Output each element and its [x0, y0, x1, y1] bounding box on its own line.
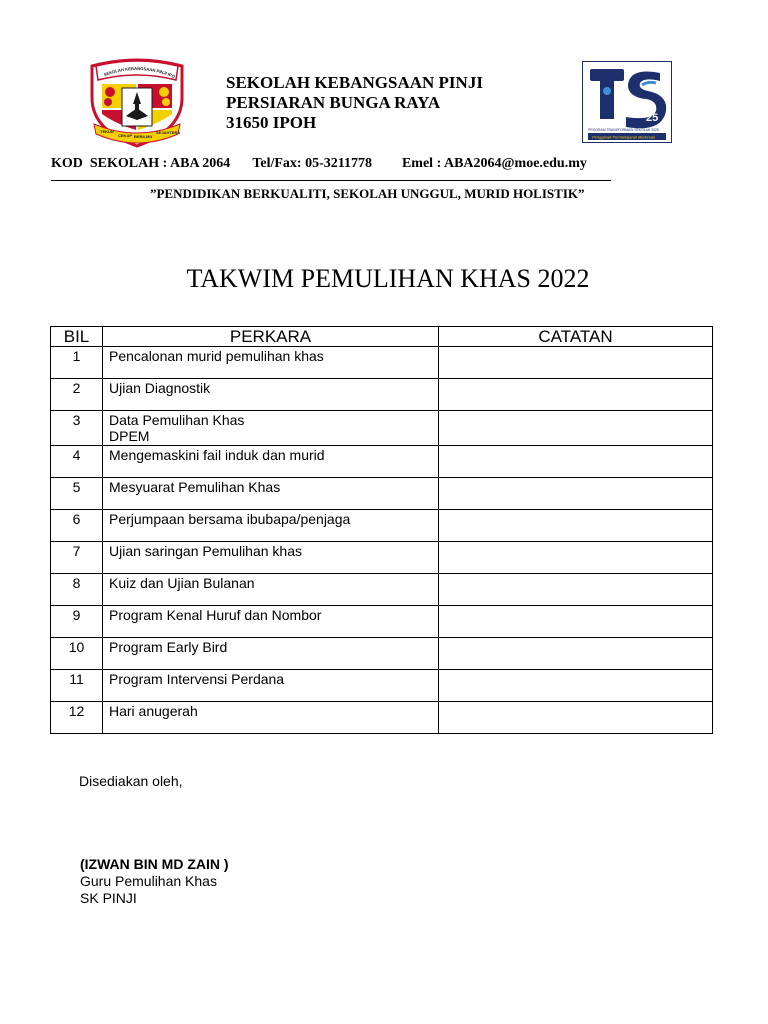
cell-catatan	[439, 478, 713, 510]
header-catatan: CATATAN	[439, 327, 713, 347]
cell-perkara: Mengemaskini fail induk dan murid	[103, 446, 439, 478]
cell-bil: 3	[51, 411, 103, 446]
cell-bil: 10	[51, 638, 103, 670]
email: Emel : ABA2064@moe.edu.my	[401, 156, 587, 171]
ts25-logo-icon	[582, 61, 672, 143]
cell-perkara: Data Pemulihan Khas DPEM	[103, 411, 439, 446]
signatory-school: SK PINJI	[80, 890, 137, 906]
cell-perkara: Ujian saringan Pemulihan khas	[103, 542, 439, 574]
table-row	[51, 347, 713, 379]
cell-perkara: Perjumpaan bersama ibubapa/penjaga	[103, 510, 439, 542]
table-header-row	[51, 327, 713, 347]
crest-motto-1: TEKUN	[100, 129, 114, 134]
cell-catatan	[439, 638, 713, 670]
ts25-logo	[582, 61, 672, 143]
cell-bil: 12	[51, 702, 103, 734]
signatory-position: Guru Pemulihan Khas	[80, 873, 217, 889]
header-bil: BIL	[51, 327, 103, 347]
table-row	[51, 478, 713, 510]
ts25-tagline: Penggerak Pembelajaran Berkesan	[592, 134, 656, 140]
cell-catatan	[439, 670, 713, 702]
cell-perkara: Hari anugerah	[103, 702, 439, 734]
table-row	[51, 446, 713, 478]
header-divider	[51, 180, 611, 181]
document-title: TAKWIM PEMULIHAN KHAS 2022	[186, 264, 590, 293]
cell-perkara: Kuiz dan Ujian Bulanan	[103, 574, 439, 606]
cell-perkara: Program Kenal Huruf dan Nombor	[103, 606, 439, 638]
school-code: KOD SEKOLAH : ABA 2064	[51, 156, 231, 171]
cell-catatan	[439, 574, 713, 606]
school-crest-logo	[86, 58, 188, 148]
cell-bil: 5	[51, 478, 103, 510]
cell-catatan	[439, 446, 713, 478]
crest-motto-4: SEJAHTERA	[156, 130, 181, 135]
crest-banner-text: SEKOLAH KEBANGSAAN PINJI IPO	[102, 65, 176, 80]
school-motto: ”PENDIDIKAN BERKUALITI, SEKOLAH UNGGUL, MURID HOLISTIK”	[150, 186, 585, 201]
table-row	[51, 702, 713, 734]
ts25-number: 25	[646, 112, 659, 124]
school-postcode-city: 31650 IPOH	[226, 113, 317, 132]
signatory-name: (IZWAN BIN MD ZAIN )	[80, 856, 229, 872]
cell-perkara: Program Early Bird	[103, 638, 439, 670]
cell-bil: 9	[51, 606, 103, 638]
crest-motto-2: CEKAP	[118, 133, 133, 138]
table-row	[51, 379, 713, 411]
contact-line	[51, 156, 587, 172]
cell-bil: 2	[51, 379, 103, 411]
cell-bil: 1	[51, 347, 103, 379]
table-row	[51, 411, 713, 446]
school-address-block	[226, 73, 483, 133]
table-row	[51, 510, 713, 542]
cell-catatan	[439, 606, 713, 638]
cell-catatan	[439, 702, 713, 734]
table-row	[51, 606, 713, 638]
cell-catatan	[439, 347, 713, 379]
prepared-by-label: Disediakan oleh,	[79, 773, 183, 789]
cell-catatan	[439, 411, 713, 446]
tel-fax: Tel/Fax: 05-3211778	[252, 156, 372, 171]
cell-catatan	[439, 542, 713, 574]
cell-catatan	[439, 379, 713, 411]
takwim-table	[50, 326, 713, 734]
table-row	[51, 542, 713, 574]
ts25-caption: PROGRAM TRANSFORMASI SEKOLAH 2025	[588, 128, 659, 132]
header-perkara: PERKARA	[103, 327, 439, 347]
cell-bil: 7	[51, 542, 103, 574]
table-row	[51, 638, 713, 670]
cell-perkara: Program Intervensi Perdana	[103, 670, 439, 702]
crest-motto-3: BERILMU	[134, 134, 153, 139]
cell-bil: 4	[51, 446, 103, 478]
cell-bil: 8	[51, 574, 103, 606]
school-name: SEKOLAH KEBANGSAAN PINJI	[226, 73, 483, 92]
table-row	[51, 670, 713, 702]
cell-bil: 6	[51, 510, 103, 542]
school-crest-icon	[86, 58, 188, 148]
school-address: PERSIARAN BUNGA RAYA	[226, 93, 441, 112]
cell-perkara: Pencalonan murid pemulihan khas	[103, 347, 439, 379]
table-row	[51, 574, 713, 606]
cell-catatan	[439, 510, 713, 542]
cell-bil: 11	[51, 670, 103, 702]
cell-perkara: Ujian Diagnostik	[103, 379, 439, 411]
cell-perkara: Mesyuarat Pemulihan Khas	[103, 478, 439, 510]
